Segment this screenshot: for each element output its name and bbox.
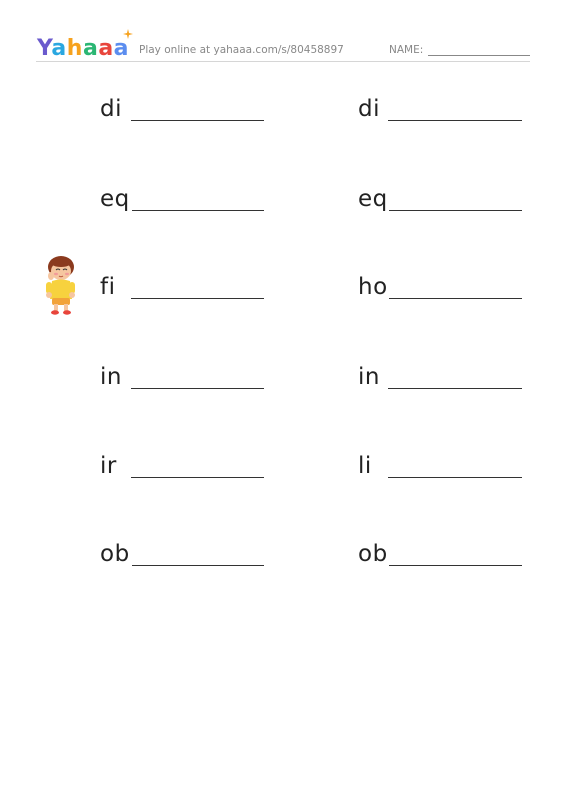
cartoon-boy-illustration [40, 254, 80, 316]
answer-blank-line[interactable] [388, 120, 522, 121]
word-fragment: fi [100, 274, 116, 300]
answer-blank-line[interactable] [389, 298, 522, 299]
name-label: NAME: [389, 44, 424, 56]
word-item-3-right [358, 270, 523, 304]
word-fragment: in [100, 364, 122, 390]
answer-blank-line[interactable] [388, 388, 522, 389]
word-fragment: ho [358, 274, 388, 300]
header-divider [36, 61, 530, 62]
name-blank-line [428, 55, 530, 56]
worksheet-header [0, 0, 565, 62]
word-fragment: ir [100, 453, 117, 479]
word-fragment: eq [100, 186, 130, 212]
answer-blank-line[interactable] [389, 210, 522, 211]
word-item-5-right [358, 449, 523, 483]
play-online-text: Play online at yahaaa.com/s/80458897 [139, 44, 344, 56]
word-fragment: ob [100, 541, 130, 567]
answer-blank-line[interactable] [131, 388, 264, 389]
word-item-1-left [100, 92, 265, 126]
word-item-5-left [100, 449, 265, 483]
word-fragment: ob [358, 541, 388, 567]
word-fragment: eq [358, 186, 388, 212]
word-fragment: di [358, 96, 380, 122]
sparkle-icon [123, 29, 133, 39]
word-item-6-left [100, 537, 265, 571]
word-fragment: in [358, 364, 380, 390]
word-item-3-left [100, 270, 265, 304]
answer-blank-line[interactable] [388, 477, 522, 478]
word-fragment: li [358, 453, 372, 479]
answer-blank-line[interactable] [132, 210, 264, 211]
yahaaa-logo: Yahaaa [37, 35, 129, 63]
word-item-6-right [358, 537, 523, 571]
word-item-4-left [100, 360, 265, 394]
answer-blank-line[interactable] [389, 565, 522, 566]
answer-blank-line[interactable] [131, 298, 264, 299]
answer-blank-line[interactable] [131, 477, 264, 478]
word-item-4-right [358, 360, 523, 394]
answer-blank-line[interactable] [132, 565, 264, 566]
answer-blank-line[interactable] [131, 120, 264, 121]
word-fragment: di [100, 96, 122, 122]
word-item-2-left [100, 182, 265, 216]
word-item-2-right [358, 182, 523, 216]
word-item-1-right [358, 92, 523, 126]
